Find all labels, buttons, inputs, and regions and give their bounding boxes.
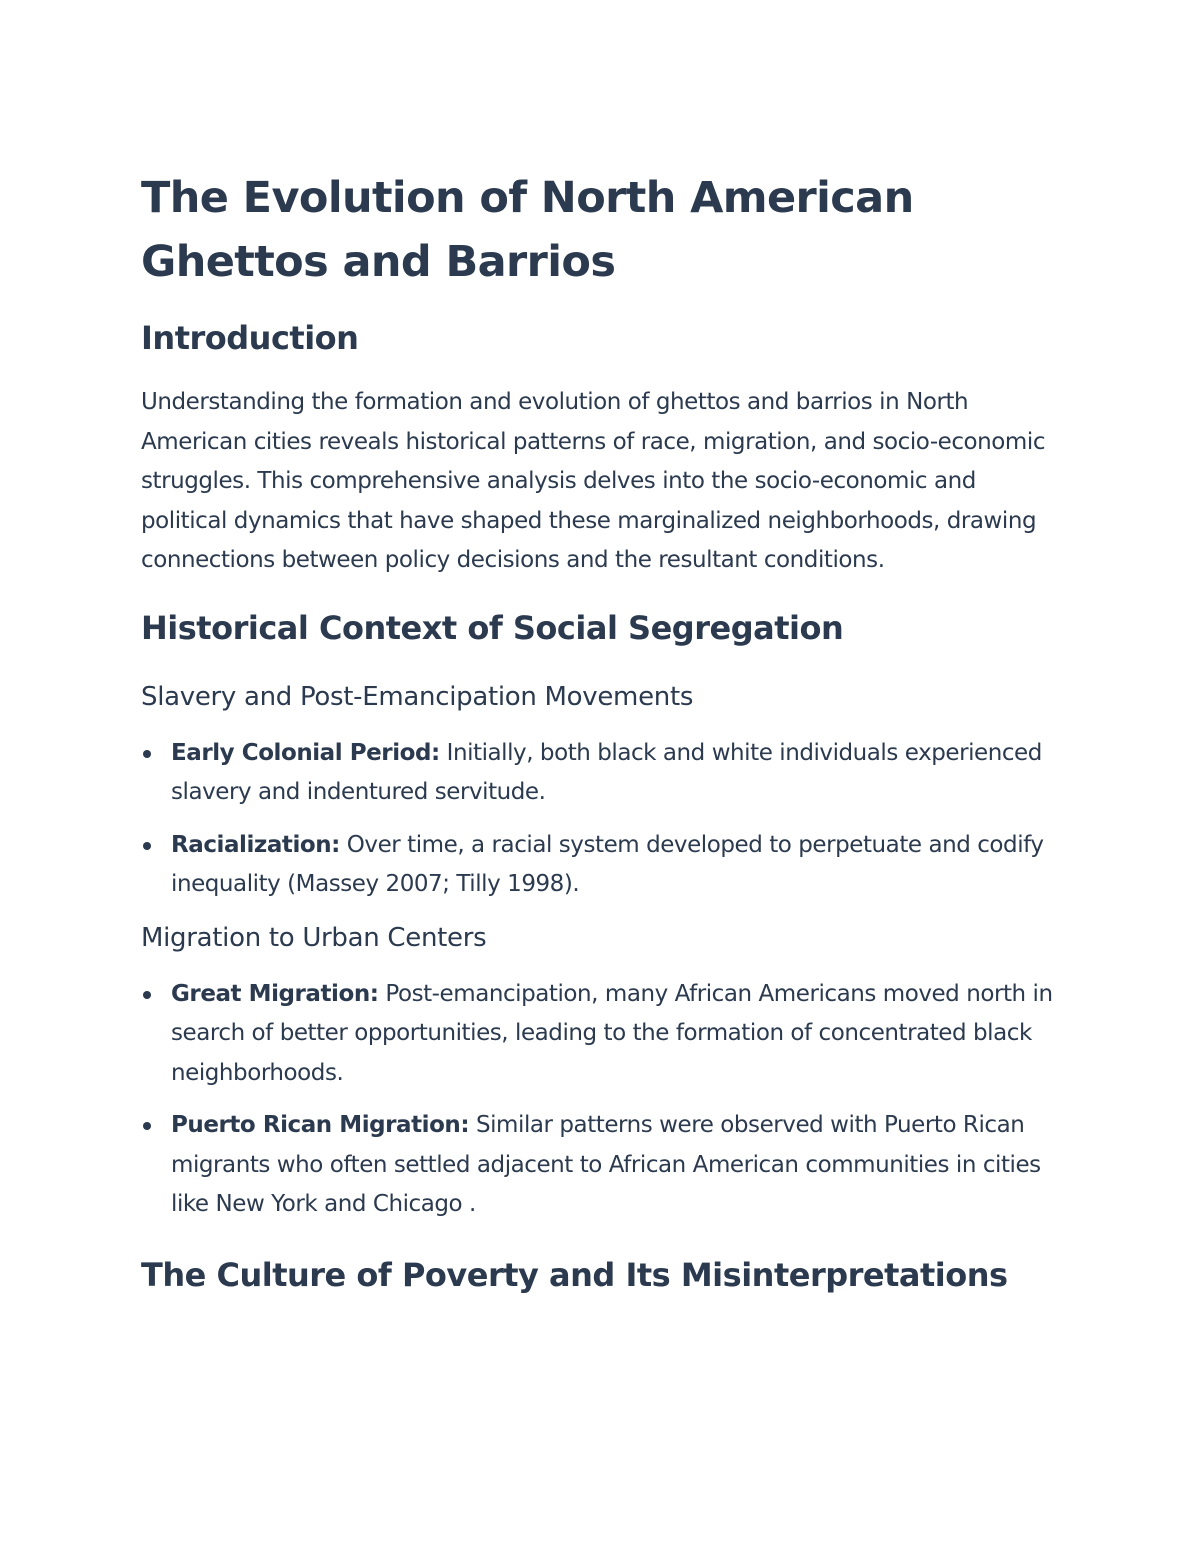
bullet-icon [143,1122,151,1130]
bullet-icon [143,842,151,850]
list-item-term: Early Colonial Period [171,739,431,766]
list-item [141,975,1061,1094]
list-item-term: Puerto Rican Migration [171,1112,461,1138]
bullet-icon [143,991,151,999]
list-item-separator: : [331,831,340,858]
list-item-separator: : [460,1112,470,1138]
list-item-text: Initially, both black and white individuals experienced slavery and indentured servitude. [171,739,1042,805]
bullet-icon [143,750,151,758]
slavery-subheading: Slavery and Post-Emancipation Movements [141,681,694,712]
list-item-text: Over time, a racial system developed to perpetuate and codify inequality (Massey 2007; Tilly 1998). [171,831,1044,897]
historical-context-heading: Historical Context of Social Segregation [141,608,844,647]
list-item-separator: : [431,739,440,766]
culture-of-poverty-heading: The Culture of Poverty and Its Misinterpretations [141,1255,1008,1294]
list-item-term: Great Migration [171,980,370,1007]
list-item [141,1106,1061,1225]
list-item [141,826,1061,905]
slavery-list [141,734,1061,905]
introduction-paragraph: Understanding the formation and evolution of ghettos and barrios in North American cities reveals historical patterns of race, migration, and socio-economic struggles. This comprehensive analysis delves into the socio-economic and political dynamics that have shaped these marginalized neighborhoods, drawing connections between policy decisions and the resultant conditions. [141,389,1046,573]
migration-subheading: Migration to Urban Centers [141,922,487,953]
list-item-term: Racialization [171,831,332,858]
list-item [141,734,1061,813]
list-item-text: Similar patterns were observed with Puerto Rican migrants who often settled adjacent to African American communities in cities like New York and Chicago . [171,1112,1041,1217]
list-item-separator: : [369,980,379,1007]
document-page [141,166,1061,1295]
page-title: The Evolution of North American Ghettos and Barrios [141,173,914,287]
migration-list [141,975,1061,1225]
list-item-text: Post-emancipation, many African Americans moved north in search of better opportunities, leading to the formation of concentrated black neighborhoods. [171,980,1053,1086]
introduction-heading: Introduction [141,319,359,357]
